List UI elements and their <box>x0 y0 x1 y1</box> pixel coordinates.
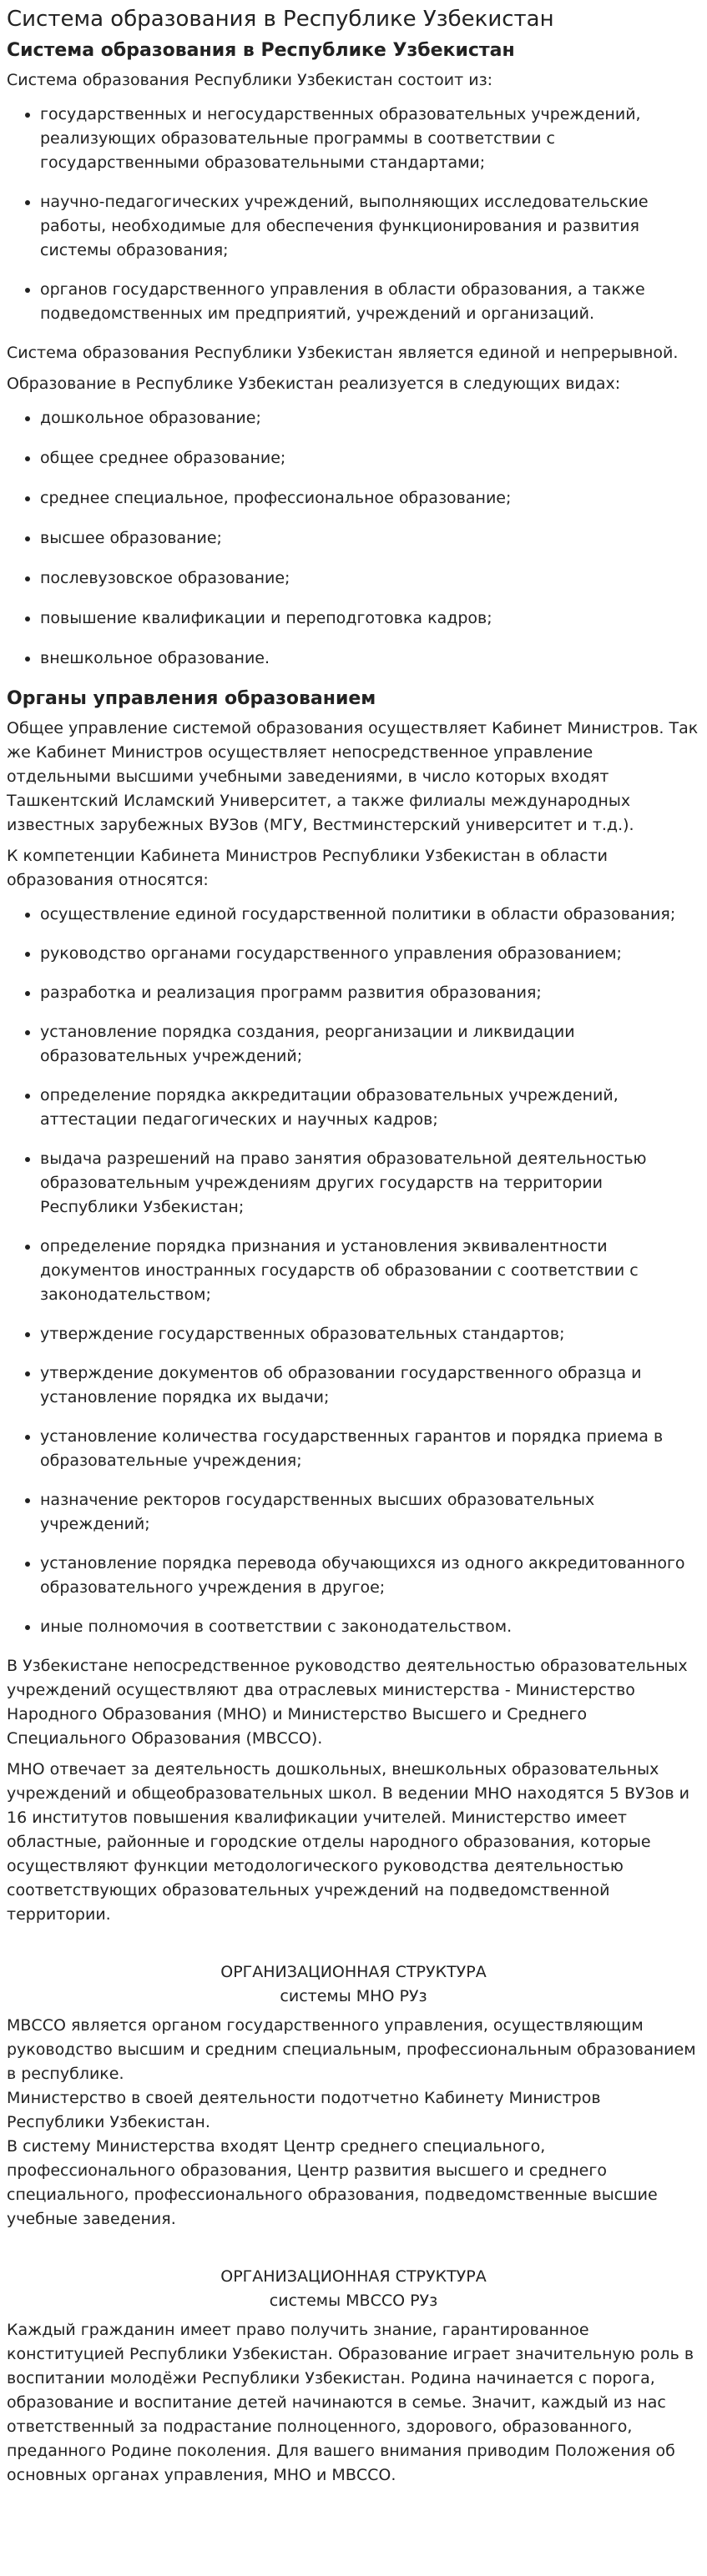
list-item: • высшее образование; <box>40 526 700 551</box>
org-structure-title: ОРГАНИЗАЦИОННАЯ СТРУКТУРА <box>220 1963 487 1981</box>
list-item: • государственных и негосударственных образовательных учреждений, реализующих образовательные программы в соответствии с государственными образовательными стандартами; <box>40 103 700 175</box>
org-structure-mvsso-caption <box>7 2265 700 2313</box>
list-item: • дошкольное образование; <box>40 406 700 430</box>
org-structure-subtitle: системы МВССО РУз <box>269 2292 438 2310</box>
list-item: • внешкольное образование. <box>40 647 700 671</box>
list-item: • общее среднее образование; <box>40 446 700 470</box>
list-item: • осуществление единой государственной политики в области образования; <box>40 903 700 927</box>
mvsso-paragraph: МВССО является органом государственного управления, осуществляющим руководство высшим и средним специальным, профессиональным образованием в республике. <box>7 2016 696 2083</box>
list-item: • назначение ректоров государственных высших образовательных учреждений; <box>40 1488 700 1537</box>
mvsso-block <box>7 2014 700 2231</box>
list-item: • разработка и реализация программ развития образования; <box>40 981 700 1005</box>
list-item: • послевузовское образование; <box>40 566 700 591</box>
unified-paragraph: Система образования Республики Узбекистан является единой и непрерывной. <box>7 344 679 362</box>
list-item: • научно-педагогических учреждений, выполняющих исследовательские работы, необходимые для обеспечения функционирования и развития системы образования; <box>40 190 700 263</box>
list-item: • иные полномочия в соответствии с законодательством. <box>40 1615 700 1639</box>
list-item: • повышение квалификации и переподготовка кадров; <box>40 606 700 631</box>
intro-paragraph: Система образования Республики Узбекистан состоит из: <box>7 71 493 89</box>
components-list <box>7 103 700 326</box>
list-item: • руководство органами государственного управления образованием; <box>40 942 700 966</box>
page-title: Система образования в Республике Узбекистан <box>7 7 554 32</box>
article-heading: Система образования в Республике Узбекистан <box>7 40 515 61</box>
list-item: • утверждение документов об образовании государственного образца и установление порядка их выдачи; <box>40 1361 700 1410</box>
list-item: • установление количества государственных гарантов и порядка приема в образовательные учреждения; <box>40 1425 700 1473</box>
section-heading-bodies: Органы управления образованием <box>7 688 376 709</box>
org-structure-subtitle: системы МНО РУз <box>280 1987 427 2005</box>
list-item: • установление порядка создания, реорганизации и ликвидации образовательных учреждений; <box>40 1020 700 1069</box>
page <box>0 5 707 2488</box>
types-intro-paragraph: Образование в Республике Узбекистан реализуется в следующих видах: <box>7 375 621 393</box>
org-structure-title: ОРГАНИЗАЦИОННАЯ СТРУКТУРА <box>220 2267 487 2286</box>
list-item: • органов государственного управления в области образования, а также подведомственных им предприятий, учреждений и организаций. <box>40 278 700 326</box>
list-item: • установление порядка перевода обучающихся из одного аккредитованного образовательного учреждения в другое; <box>40 1552 700 1600</box>
bodies-paragraph: Общее управление системой образования осуществляет Кабинет Министров. Так же Кабинет Министров осуществляет непосредственное управление отдельными высшими учебными заведениями, в число которых входят Ташкентский Исламский Университет, а также филиалы международных известных зарубежных ВУЗов (МГУ, Вестминстерский университет и т.д.). <box>7 719 699 834</box>
list-item: • выдача разрешений на право занятия образовательной деятельностью образовательным учреждениям других государств на территории Республики Узбекистан; <box>40 1147 700 1220</box>
mvsso-paragraph: В систему Министерства входят Центр среднего специального, профессионального образования, Центр развития высшего и среднего специального, профессионального образования, подведомственные высшие учебные заведения. <box>7 2137 658 2228</box>
org-structure-mno-caption <box>7 1960 700 2009</box>
closing-paragraph: Каждый гражданин имеет право получить знание, гарантированное конституцией Республики Узбекистан. Образование играет значительную роль в воспитании молодёжи Республики Узбекистан. Родина начинается с порога, образование и воспитание детей начинаются в семье. Значит, каждый из нас ответственный за подрастание полноценного, здорового, образованного, преданного Родине поколения. Для вашего внимания приводим Положения об основных органах управления, МНО и МВССО. <box>7 2321 694 2484</box>
types-list <box>7 406 700 671</box>
ministries-paragraph: В Узбекистане непосредственное руководство деятельностью образовательных учреждений осуществляют два отраслевых министерства - Министерство Народного Образования (МНО) и Министерство Высшего и Среднего Специального Образования (МВССО). <box>7 1657 688 1748</box>
mno-paragraph: МНО отвечает за деятельность дошкольных, внешкольных образовательных учреждений и общеобразовательных школ. В ведении МНО находятся 5 ВУЗов и 16 институтов повышения квалификации учителей. Министерство имеет областные, районные и городские отделы народного образования, которые осуществляют функции методологического руководства деятельностью соответствующих образовательных учреждений на подведомственной территории. <box>7 1760 690 1924</box>
competences-list <box>7 903 700 1639</box>
list-item: • среднее специальное, профессиональное образование; <box>40 486 700 511</box>
mvsso-paragraph: Министерство в своей деятельности подотчетно Кабинету Министров Республики Узбекистан. <box>7 2089 601 2131</box>
competence-intro-paragraph: К компетенции Кабинета Министров Республики Узбекистан в области образования относятся: <box>7 847 609 889</box>
list-item: • определение порядка аккредитации образовательных учреждений, аттестации педагогических и научных кадров; <box>40 1084 700 1132</box>
list-item: • определение порядка признания и установления эквивалентности документов иностранных государств об образовании с соответствии с законодательством; <box>40 1235 700 1307</box>
list-item: • утверждение государственных образовательных стандартов; <box>40 1322 700 1346</box>
